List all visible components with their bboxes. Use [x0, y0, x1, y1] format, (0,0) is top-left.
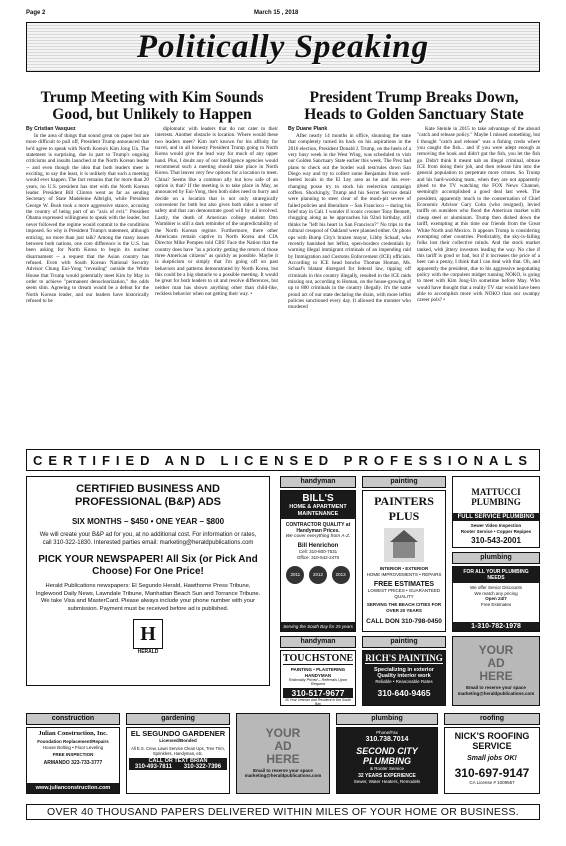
richs-line3: Reliable • Reasonable Rates	[375, 679, 433, 684]
nicks-name: NICK'S ROOFING SERVICE	[454, 731, 530, 751]
your-ad-here-middle[interactable]	[236, 713, 330, 794]
herald-logo: H	[133, 619, 163, 649]
category-gardening: gardening	[126, 713, 230, 725]
painters-services2: HOME IMPROVEMENTS • REPAIRS	[366, 571, 442, 577]
plumbing-needs-ad	[452, 566, 540, 632]
richs-phone: 310-640-9465	[377, 687, 431, 698]
plumbing-needs-phone: 1-310-782-1978	[453, 622, 539, 631]
gardener-sub: Licensed/Bonded	[159, 738, 197, 743]
article-1-column-1	[26, 133, 149, 438]
painters-free: FREE ESTIMATES	[373, 581, 435, 588]
plumbing-needs-line3: Open 24/7	[485, 596, 507, 601]
julian-services: House Bolting • Floor Leveling	[42, 744, 104, 750]
mattucci-name: MATTUCCI PLUMBING	[471, 487, 521, 507]
yah-mid-line2: AD	[274, 738, 292, 753]
promo-title: CERTIFIED BUSINESS AND PROFESSIONAL (B&P) ADS	[74, 483, 222, 508]
touchstone-ad	[280, 650, 356, 706]
article-2-byline: By Duane Plank	[288, 126, 328, 132]
house-icon	[384, 528, 424, 562]
plumbing-needs-line1: We offer Senior Discounts	[469, 585, 523, 590]
yah-mid-small: Email to reserve your space marketing@heraldpublications.com	[244, 767, 322, 778]
julian-phone: ARMANDO 323-733-3777	[43, 759, 103, 766]
mattucci-line1: Sewer Video Inspection	[470, 523, 522, 528]
award-badge: 2011	[286, 566, 304, 584]
category-handyman: handyman	[280, 476, 356, 488]
yah-line2: AD	[487, 656, 505, 670]
yah-line1: YOUR	[478, 643, 514, 657]
second-city-services: Sewer, Water Heaters, Remodels	[353, 779, 421, 784]
bills-badges	[281, 566, 355, 584]
plumbing-needs-line2: We match any pricing	[474, 590, 518, 596]
article-1-text-2: diplomatic with leaders that do not cater to their interests. Another obstacle is location. Where would these two leaders meet? Kim isn't known for his affinity for travel, and in all honesty President Trump going to North Korea would give the lead way for much of any upper hand. Plus, I doubt any of our intelligence agencies would recommend such a meeting should take place in North Korea. That leaves very few options for a location to meet. China? Seems like a common ally but how safe of an option is that? If the meeting is to take place in May, as announced by Eui-Yong, then both sides need to hurry and decide on a location that is not only strategically convenient for both but also gives both sides a sense of safety and that can demonstrate good will by all involved. Lastly, the death of American college student Otto Warmbier is still a dark reminder of the unpredictability of the North Korean regime. Furthermore, there other Americans remain captive in North Korea and CIA Director Mike Pompeo told CBS' Face the Nation that the country does have "as a priority getting the return of those three American citizens" as quickly as possible. Maybe it is skepticism or simply that I'm going off on past behaviors and patterns demonstrated by North Korea, but this could be a big obstacle to a possible meeting. It would be great for both leaders to sit and resolve differences, but neither man has shown anything other than child-like, reckless behavior when not getting their way. •	[155, 126, 278, 297]
category-painting: painting	[362, 476, 446, 488]
bills-name: BILL'S	[281, 491, 355, 504]
second-city-phone: 310.738.7014	[365, 735, 409, 743]
painters-name: PAINTERS PLUS	[374, 494, 434, 523]
painters-services: INTERIOR • EXTERIOR	[379, 566, 429, 571]
yah-line3: HERE	[479, 669, 513, 683]
nicks-license: CA License # 1009557	[469, 780, 515, 785]
classifieds-banner: CERTIFIED AND LICENSED PROFESSIONALS	[26, 449, 540, 471]
bills-ad	[280, 490, 356, 632]
bills-footer: Serving the South Bay for 25 years	[281, 622, 355, 631]
gardener-phones	[129, 764, 227, 770]
mattucci-phone: 310-543-2001	[471, 536, 521, 545]
article-2-text-1: After nearly 14 months in office, shunning the state that completely turned its back on his aspirations in the 2016 election, President Donald J. Trump, on the heels of a very busy week in the West Wing, was scheduled to visit our Golden Sanctuary State earlier this week. The Prez had plans to check out the border wall test/rules down San Diego way and try to collect some Benjamins from well-heeled locals in the El Ley area as he and his ever-changing posse try to stock his reelection campaign coffers. Shockingly, Trump and his Secret Service detail were planning to steer clear of the mosh-pit severe of failed policies and liberalism -- San Francisco -- during his brief stay in Cali. I wonder if iconic crooner Tony Bennett, chugging along as he approaches his 92nd birthday, still thinks he "left his heart in San Francisco?" No trips to the cultural cesspool of Oakland were planned either. Or photo ops with Bump City's brazen mayor, Libby Schaaf, who recently banished her leftist, open-borders credentials by warning illegal immigrant criminals of an impending raid by Immigration and Customs Enforcement (ICE) officials. According to ICE head honcho Thomas Homan, Ms. Schaaf's blatant disregard for federal law, tipping off criminals in this country illegally, resulted in the ICE raids missing out, according to Homan, on the house-growing of up to 800 criminals in the country illegally. It's the same proud act of our state declaring the drain, with more leftist policies sanctioned every day. It allowed the monster who murdered	[288, 133, 411, 311]
bills-sub: HOME & APARTMENT MAINTENANCE	[281, 504, 355, 519]
promo-pick-title: PICK YOUR NEWSPAPER! All Six (or Pick And Choose) For One Price!	[38, 554, 258, 577]
category-plumbing: plumbing	[452, 552, 540, 564]
circulation-footer: OVER 40 THOUSAND PAPERS DELIVERED WITHIN MILES OF YOUR HOME OR BUSINESS.	[26, 804, 540, 820]
yah-mid-line3: HERE	[266, 751, 300, 766]
julian-sub: Foundation Replacement/Repairs	[37, 739, 109, 744]
gardener-phone-2: 310-322-7396	[183, 763, 222, 770]
bills-cell: Cell: 310-800-7531	[298, 549, 338, 554]
promo-body: We will create your B&P ad for you, at no additional cost. For information or rates, call 310-322-1830. Interested parties email: marketing@heraldpublications.com	[39, 532, 257, 546]
plumbing-needs-line4: Free Estimates	[480, 601, 512, 607]
yah-small: Email to reserve your space marketing@heraldpublications.com	[457, 685, 535, 696]
julian-construction-ad	[26, 727, 120, 794]
richs-painting-ad	[362, 650, 446, 706]
section-title: Politically Speaking	[136, 28, 430, 65]
bills-line2: We cover everything from A-Z.	[285, 534, 351, 539]
painters-plus-ad	[362, 490, 446, 632]
touchstone-phone: 310-517-9677	[283, 688, 353, 698]
nicks-phone: 310-697-9147	[454, 766, 530, 780]
touchstone-sub: HANDYMAN	[304, 672, 332, 678]
julian-name: Julian Construction, Inc.	[38, 730, 108, 737]
mattucci-line2: Rooter Service • Copper Repipes	[460, 528, 532, 534]
gardener-phone-1: 310-493-7811	[134, 763, 172, 770]
herald-logo-text: HERALD	[137, 649, 159, 655]
award-badge: 2013	[332, 566, 350, 584]
gardener-services: All E.S. Crew, Lawn Service Clean Ups, Tree Trim, Sprinklers, Handyman, etc.	[131, 745, 225, 756]
category-handyman-2: handyman	[280, 636, 356, 648]
painters-serving: SERVING THE BEACH CITIES FOR OVER 20 YEARS	[366, 602, 442, 613]
nicks-roofing-ad	[444, 727, 540, 794]
category-roofing: roofing	[444, 713, 540, 725]
richs-line1: Specializing in exterior	[374, 667, 434, 673]
yah-mid-line1: YOUR	[265, 725, 301, 740]
second-city-plumbing-ad	[336, 727, 438, 794]
promo-box	[26, 476, 270, 686]
article-2-column-1	[288, 133, 411, 438]
mattucci-ad	[452, 476, 540, 548]
richs-line2: Quality interior work	[377, 673, 431, 679]
mattucci-tag: FULL SERVICE PLUMBING	[453, 513, 539, 521]
article-2-column-2	[417, 126, 540, 438]
section-banner	[26, 22, 540, 72]
second-city-years: 32 YEARS EXPERIENCE	[358, 773, 416, 779]
article-1-byline: By Cristian Vasquez	[26, 126, 76, 132]
page-number: Page 2	[26, 10, 46, 16]
plumbing-needs-title: FOR ALL YOUR PLUMBING NEEDS	[453, 567, 539, 583]
bills-owner: Bill Henrichon	[297, 543, 339, 549]
article-2-headline: President Trump Breaks Down, Heads to Golden Sanctuary State	[304, 89, 524, 123]
el-segundo-gardener-ad	[126, 727, 230, 794]
painters-sub: LOWEST PRICES • GUARANTEED QUALITY	[367, 588, 441, 599]
second-city-phone-label: Phone/Fax	[376, 730, 398, 735]
promo-pick-body: Herald Publications newspapers: El Segundo Herald, Hawthorne Press Tribune, Inglewood Daily News, Lawndale Tribune, Manhattan Beach Sun and Torrance Tribune. We take Visa and MasterCard. Please always include your phone number with your submission. Payment must be received before ad is published.	[35, 583, 261, 612]
article-2-text-2: Kate Steinle in 2015 to take advantage of the absurd "catch and release policy." Maybe I missed something, but I thought "catch and release" was a fishing credo where you caught the fish... and if you were adept enough at removing the hook and didn't gut the fish, you let the fish go. Didn't think it meant nab an illegal criminal, obtuse ICE from doing their job, and then release him into the general population to perpetrate more crimes. So Trump and his hard-working team, when they are not apparently glued to the TV watching the FOX News Channel, seemingly accomplished a good deal last week. The president, apparently much to the consternation of Chief Economic Advisor Gary Cohn (who resigned), levied tariffs on outsiders who flood the American market with cheap steel or aluminum. Trump then dished down the tariff, exempting at this time our friends from the Great White North and Mexico. It appears Trump is considering exempting other countries. Predictably, the sky-is-falling folks lost their collective minds. And the stock market tanked, with jittery investors leading the way. No clue if this tariff is good or bad, but if it increases the price of a beer can a penny, I think that I can deal with that. Oh, and apparently the president, due to his aggressive negotiating policy with the corpulent midget running NOKO, is going to meet with Kim Jong-Un sometime before May. Who would have thought that a reality TV star would have been able to accomplish more with NOKO than our swampy career pols? •	[417, 126, 540, 304]
touchstone-name: TOUCHSTONE	[283, 653, 354, 664]
touchstone-services: PAINTING • PLASTERING	[290, 667, 346, 672]
painters-phone: CALL DON 310-798-0450	[366, 618, 442, 625]
issue-date: March 15 , 2018	[254, 10, 299, 16]
second-city-sub: & Rooter Service	[369, 765, 404, 771]
promo-pricing: SIX MONTHS – $450 • ONE YEAR – $800	[71, 517, 225, 526]
category-construction: construction	[26, 713, 120, 725]
gardener-contact: CALL OR TEXT BRIAN	[129, 758, 227, 764]
article-1-column-2	[155, 126, 278, 438]
second-city-name: SECOND CITY PLUMBING	[356, 745, 418, 766]
bills-office: Office: 310-542-2470	[296, 554, 340, 560]
category-plumbing-3: plumbing	[336, 713, 438, 725]
article-1-text-1: In the area of things that sound great on paper but are more difficult to pull off, President Trump announced that he'd agree to speak with North Korea's Kim Jong Un. The statement is surprising, due in part to Trump's ongoing criticisms and insults launched at the North Korean leader -- and even though the idea that both leaders meet is exciting, to say the least, it is unlikely that such a meeting would ever happen. The fact remains that for more than 20 years, no U.S. president has met with the North Korean leader. President Bill Clinton went as far as sending Secretary of State Madeleine Albright, while President George W. Bush took a more aggressive stance, accusing the country of being part of an "axis of evil." President Obama expressed willingness to speak with the leader, but never followed the regime would commit to the conditions imposed. So why is President Trump's statement, although enticing, no more than just talk? Among the many issues between both nations, one core difference is the U.S. has been asking for North Korea to begin its nuclear disarmament -- a request that the Asian country has refused. Even with South Korean National Security Advisor Chung Eui-Yong "revealing" outside the White House that Trump would potentially meet Kim by May in order to achieve "permanent denuclearization," the odds seem slim. Agreeing to dream would be a defeat for the North Korean leader, and our leaders have historically refused to be	[26, 133, 149, 304]
award-badge: 2012	[309, 566, 327, 584]
page-header	[26, 8, 540, 20]
touchstone-footer: 35 Year Veteran and Resident in the South Bay	[284, 698, 352, 706]
bills-line1: CONTRACTOR QUALITY at Handyman Prices.	[285, 522, 351, 534]
your-ad-here-right[interactable]	[452, 636, 540, 706]
julian-inspection: FREE INSPECTION	[52, 752, 94, 757]
nicks-tag: Small jobs OK!	[467, 755, 517, 762]
richs-name: RICH'S PAINTING	[365, 653, 443, 663]
touchstone-tag: Rationally Priced – Referrals Upon Request	[288, 678, 348, 686]
julian-web[interactable]: www.julianconstruction.com	[27, 783, 119, 793]
article-1-headline: Trump Meeting with Kim Sounds Good, but Unlikely to Happen	[40, 89, 264, 123]
gardener-name: EL SEGUNDO GARDENER	[130, 729, 226, 738]
category-painting-2: painting	[362, 636, 446, 648]
